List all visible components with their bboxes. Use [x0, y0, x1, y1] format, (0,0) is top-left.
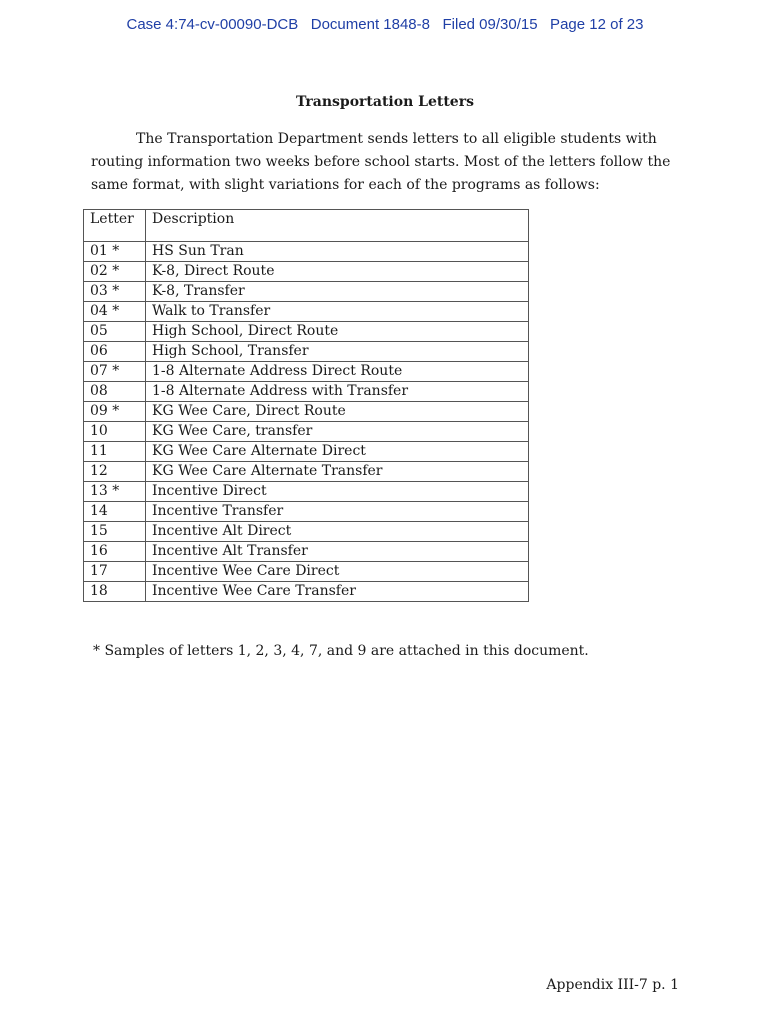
description-cell: Incentive Alt Direct — [146, 522, 529, 542]
description-cell: KG Wee Care Alternate Direct — [146, 442, 529, 462]
letter-code-cell: 05 — [84, 322, 146, 342]
table-row — [84, 422, 529, 442]
letter-code-cell: 07 * — [84, 362, 146, 382]
letter-code-cell: 01 * — [84, 242, 146, 262]
letters-table-body — [84, 242, 529, 602]
description-cell: KG Wee Care, transfer — [146, 422, 529, 442]
table-row — [84, 522, 529, 542]
description-cell: 1-8 Alternate Address Direct Route — [146, 362, 529, 382]
letters-table — [83, 209, 529, 602]
letter-code-cell: 15 — [84, 522, 146, 542]
description-cell: High School, Transfer — [146, 342, 529, 362]
table-row — [84, 242, 529, 262]
description-column-header: Description — [146, 210, 529, 242]
letter-code-cell: 03 * — [84, 282, 146, 302]
description-cell: Walk to Transfer — [146, 302, 529, 322]
letter-code-cell: 09 * — [84, 402, 146, 422]
table-row — [84, 342, 529, 362]
page-footer: Appendix III-7 p. 1 — [546, 977, 679, 993]
letter-code-cell: 17 — [84, 562, 146, 582]
letter-column-header: Letter — [84, 210, 146, 242]
description-cell: Incentive Direct — [146, 482, 529, 502]
description-cell: High School, Direct Route — [146, 322, 529, 342]
description-cell: KG Wee Care Alternate Transfer — [146, 462, 529, 482]
description-cell: HS Sun Tran — [146, 242, 529, 262]
description-cell: K-8, Transfer — [146, 282, 529, 302]
letter-code-cell: 14 — [84, 502, 146, 522]
table-row — [84, 542, 529, 562]
letter-code-cell: 11 — [84, 442, 146, 462]
table-row — [84, 502, 529, 522]
table-row — [84, 582, 529, 602]
letter-code-cell: 02 * — [84, 262, 146, 282]
letter-code-cell: 06 — [84, 342, 146, 362]
description-cell: Incentive Wee Care Direct — [146, 562, 529, 582]
letter-code-cell: 12 — [84, 462, 146, 482]
description-cell: Incentive Wee Care Transfer — [146, 582, 529, 602]
letter-code-cell: 13 * — [84, 482, 146, 502]
footnote: * Samples of letters 1, 2, 3, 4, 7, and 9 are attached in this document. — [93, 643, 589, 659]
table-row — [84, 482, 529, 502]
description-cell: K-8, Direct Route — [146, 262, 529, 282]
description-cell: 1-8 Alternate Address with Transfer — [146, 382, 529, 402]
table-row — [84, 282, 529, 302]
letter-code-cell: 18 — [84, 582, 146, 602]
intro-paragraph — [91, 128, 671, 197]
letter-code-cell: 08 — [84, 382, 146, 402]
letter-code-cell: 04 * — [84, 302, 146, 322]
table-row — [84, 362, 529, 382]
description-cell: KG Wee Care, Direct Route — [146, 402, 529, 422]
table-row — [84, 442, 529, 462]
table-row — [84, 462, 529, 482]
table-header-row — [84, 210, 529, 242]
letter-code-cell: 16 — [84, 542, 146, 562]
intro-text: The Transportation Department sends letters to all eligible students with routing information two weeks before school starts. Most of the letters follow the same format, with slight variations for each of the programs as follows: — [91, 131, 671, 193]
description-cell: Incentive Transfer — [146, 502, 529, 522]
case-header: Case 4:74-cv-00090-DCB Document 1848-8 Filed 09/30/15 Page 12 of 23 — [126, 16, 644, 33]
table-row — [84, 302, 529, 322]
table-row — [84, 262, 529, 282]
table-row — [84, 322, 529, 342]
table-row — [84, 402, 529, 422]
description-cell: Incentive Alt Transfer — [146, 542, 529, 562]
letter-code-cell: 10 — [84, 422, 146, 442]
table-row — [84, 382, 529, 402]
document-title: Transportation Letters — [296, 94, 474, 110]
table-row — [84, 562, 529, 582]
